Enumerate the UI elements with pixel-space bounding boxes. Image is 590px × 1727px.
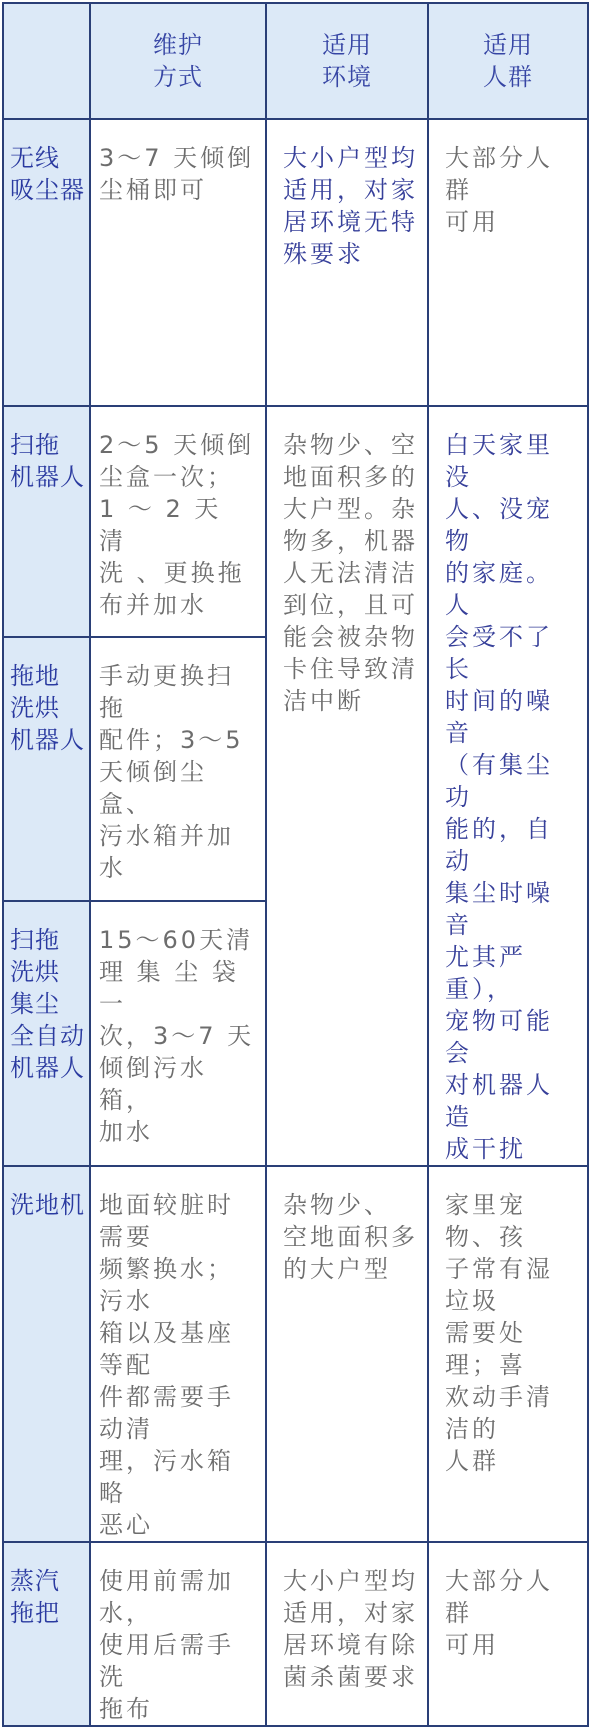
cell-people: 大部分人群 可用 — [428, 1542, 588, 1726]
table-row — [3, 406, 588, 637]
cell-environment: 杂物少、 空地面积多 的大户型 — [266, 1166, 428, 1542]
header-maintenance: 维护 方式 — [90, 3, 266, 119]
cell-environment: 大小户型均 适用，对家 居环境无特 殊要求 — [266, 119, 428, 406]
row-header-full-auto-robot: 扫拖 洗烘 集尘 全自动 机器人 — [3, 901, 90, 1166]
row-header-mop-wash-dry-robot: 拖地 洗烘 机器人 — [3, 637, 90, 902]
row-header-steam-mop: 蒸汽 拖把 — [3, 1542, 90, 1726]
row-header-floor-washer: 洗地机 — [3, 1166, 90, 1542]
cell-people: 家里宠物、孩 子常有湿垃圾 需要处理；喜 欢动手清洁的 人群 — [428, 1166, 588, 1542]
cell-maintenance: 2～5 天倾倒 尘盒一次； 1 ～ 2 天 清 洗 、更换拖 布并加水 — [90, 406, 266, 637]
people-highlight: 白天家里没 人、没宠物 的家庭。人 会受不了长 时间的噪音 （有集尘功 能的，自动 集尘时噪音 尤其严重）， 宠物可能会 对机器人造 成干扰 — [445, 431, 553, 1163]
cell-maintenance: 手动更换扫拖 配件；3～5 天倾倒尘盒、 污水箱并加水 — [90, 637, 266, 902]
cell-maintenance: 15～60天清 理 集 尘 袋 一 次，3～7 天 倾倒污水箱， 加水 — [90, 901, 266, 1166]
cell-people-merged — [428, 406, 588, 1166]
header-row — [3, 3, 588, 119]
cell-people: 大部分人群 可用 — [428, 119, 588, 406]
header-environment: 适用 环境 — [266, 3, 428, 119]
table-header — [3, 3, 588, 119]
cell-maintenance: 3～7 天倾倒 尘桶即可 — [90, 119, 266, 406]
cell-environment-merged: 杂物少、空 地面积多的 大户型。杂 物多，机器 人无法清洁 到位，且可 能会被杂物 卡住导致清 洁中断 — [266, 406, 428, 1166]
table-row — [3, 119, 588, 406]
row-header-cordless-vacuum: 无线 吸尘器 — [3, 119, 90, 406]
table-row — [3, 1166, 588, 1542]
comparison-table — [2, 2, 589, 1727]
row-header-sweep-mop-robot: 扫拖 机器人 — [3, 406, 90, 637]
table-row — [3, 1542, 588, 1726]
cell-maintenance: 地面较脏时需要 频繁换水；污水 箱以及基座等配 件都需要手动清 理，污水箱略 恶心 — [90, 1166, 266, 1542]
header-corner — [3, 3, 90, 119]
header-people: 适用 人群 — [428, 3, 588, 119]
cell-environment: 大小户型均 适用，对家 居环境有除 菌杀菌要求 — [266, 1542, 428, 1726]
cell-maintenance: 使用前需加水， 使用后需手洗 拖布 — [90, 1542, 266, 1726]
